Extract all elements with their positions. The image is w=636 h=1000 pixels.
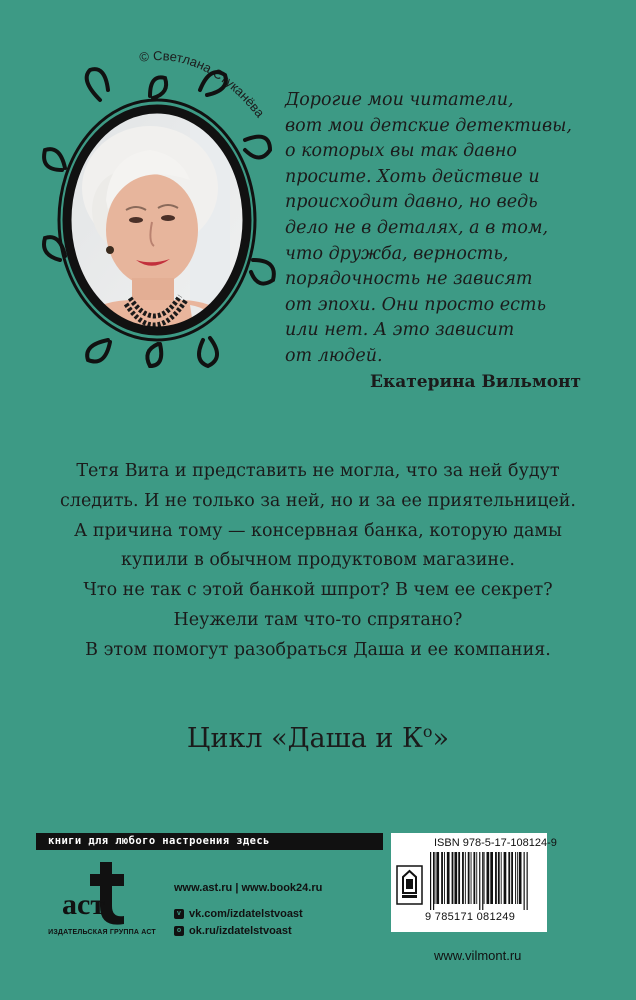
publisher-websites[interactable]: www.ast.ru | www.book24.ru [174,882,323,894]
barcode-bar [487,852,490,904]
quote-line: что дружба, верность, [285,243,509,264]
barcode-bar [508,852,510,904]
quote-line: или нет. А это зависит [285,320,515,341]
barcode-guard-bar [433,852,434,910]
ok-link[interactable] [174,925,292,937]
barcode-bar [444,852,445,904]
barcode-guard-bar [482,852,483,910]
blurb-line: следить. И не только за ней, но и за ее приятельницей. [60,490,576,511]
vk-link[interactable] [174,908,303,920]
author-portrait [40,60,280,370]
quote-line: порядочность не зависят [285,269,533,290]
barcode-bar [498,852,500,904]
ok-link-text: ok.ru/izdatelstvoast [189,925,292,937]
barcode-bar [468,852,470,904]
photo-credit-text: © Светлана Стуканёва [138,48,268,121]
author-quote [285,88,615,370]
quote-line: вот мои детские детективы, [285,115,572,136]
blurb-line: В этом помогут разобраться Даша и ее компания. [85,639,551,660]
barcode-bar [436,852,439,904]
barcode-bar [490,852,493,904]
quote-line: дело не в деталях, а в том, [285,217,549,238]
blurb-line: Неужели там что-то спрятано? [173,609,463,630]
barcode-bar [501,852,502,904]
barcode-guard-bar [524,852,525,910]
barcode-bar [519,852,522,904]
quote-author: Екатерина Вильмонт [370,372,582,392]
vk-icon: v [174,909,184,919]
ast-logo [60,858,140,928]
series-title-closing: » [432,723,450,754]
blurb-line: Что не так с этой банкой шпрот? В чем ее секрет? [83,580,553,601]
lantern-icon [396,865,423,905]
series-title-superscript: о [422,722,433,741]
blurb-line: купили в обычном продуктовом магазине. [121,550,515,571]
barcode [428,852,542,910]
barcode-bar [476,852,477,904]
barcode-bar [452,852,454,904]
quote-line: Дорогие мои читатели, [285,90,514,110]
barcode-bar [511,852,513,904]
publisher-name: ИЗДАТЕЛЬСКАЯ ГРУППА АСТ [48,929,156,936]
barcode-bar [435,852,436,904]
quote-line: о которых вы так давно [285,141,517,162]
author-website[interactable]: www.vilmont.ru [434,948,522,963]
series-title [0,722,636,754]
quote-line: от людей. [285,345,383,366]
barcode-bar [515,852,516,904]
barcode-guard-bar [479,852,480,910]
isbn-text: ISBN 978-5-17-108124-9 [434,837,557,849]
ok-icon: o [174,926,184,936]
barcode-bar [504,852,507,904]
blurb-line: А причина тому — консервная банка, которую дамы [74,520,562,541]
publisher-tagline: книги для любого настроения здесь [36,833,383,850]
barcode-bar [441,852,443,904]
ast-logo-text: аст [62,888,106,921]
vk-link-text: vk.com/izdatelstvoast [189,908,303,920]
barcode-guard-bar [430,852,431,910]
barcode-guard-bar [527,852,528,910]
barcode-bar [495,852,497,904]
quote-line: просите. Хоть действие и [285,166,540,187]
barcode-bar [454,852,457,904]
barcode-bar [517,852,518,904]
barcode-bar [465,852,466,904]
quote-line: от эпохи. Они просто есть [285,294,547,315]
barcode-bar [484,852,485,904]
barcode-bar [473,852,475,904]
barcode-digits: 9 785171 081249 [425,911,516,923]
quote-line: происходит давно, но ведь [285,192,538,213]
barcode-bar [462,852,464,904]
series-title-main: Цикл «Даша и К [186,723,423,754]
book-blurb [40,457,596,666]
barcode-bar [458,852,460,904]
barcode-bar [471,852,472,904]
blurb-line: Тетя Вита и представить не могла, что за ней будут [76,461,560,481]
barcode-bar [447,852,450,904]
